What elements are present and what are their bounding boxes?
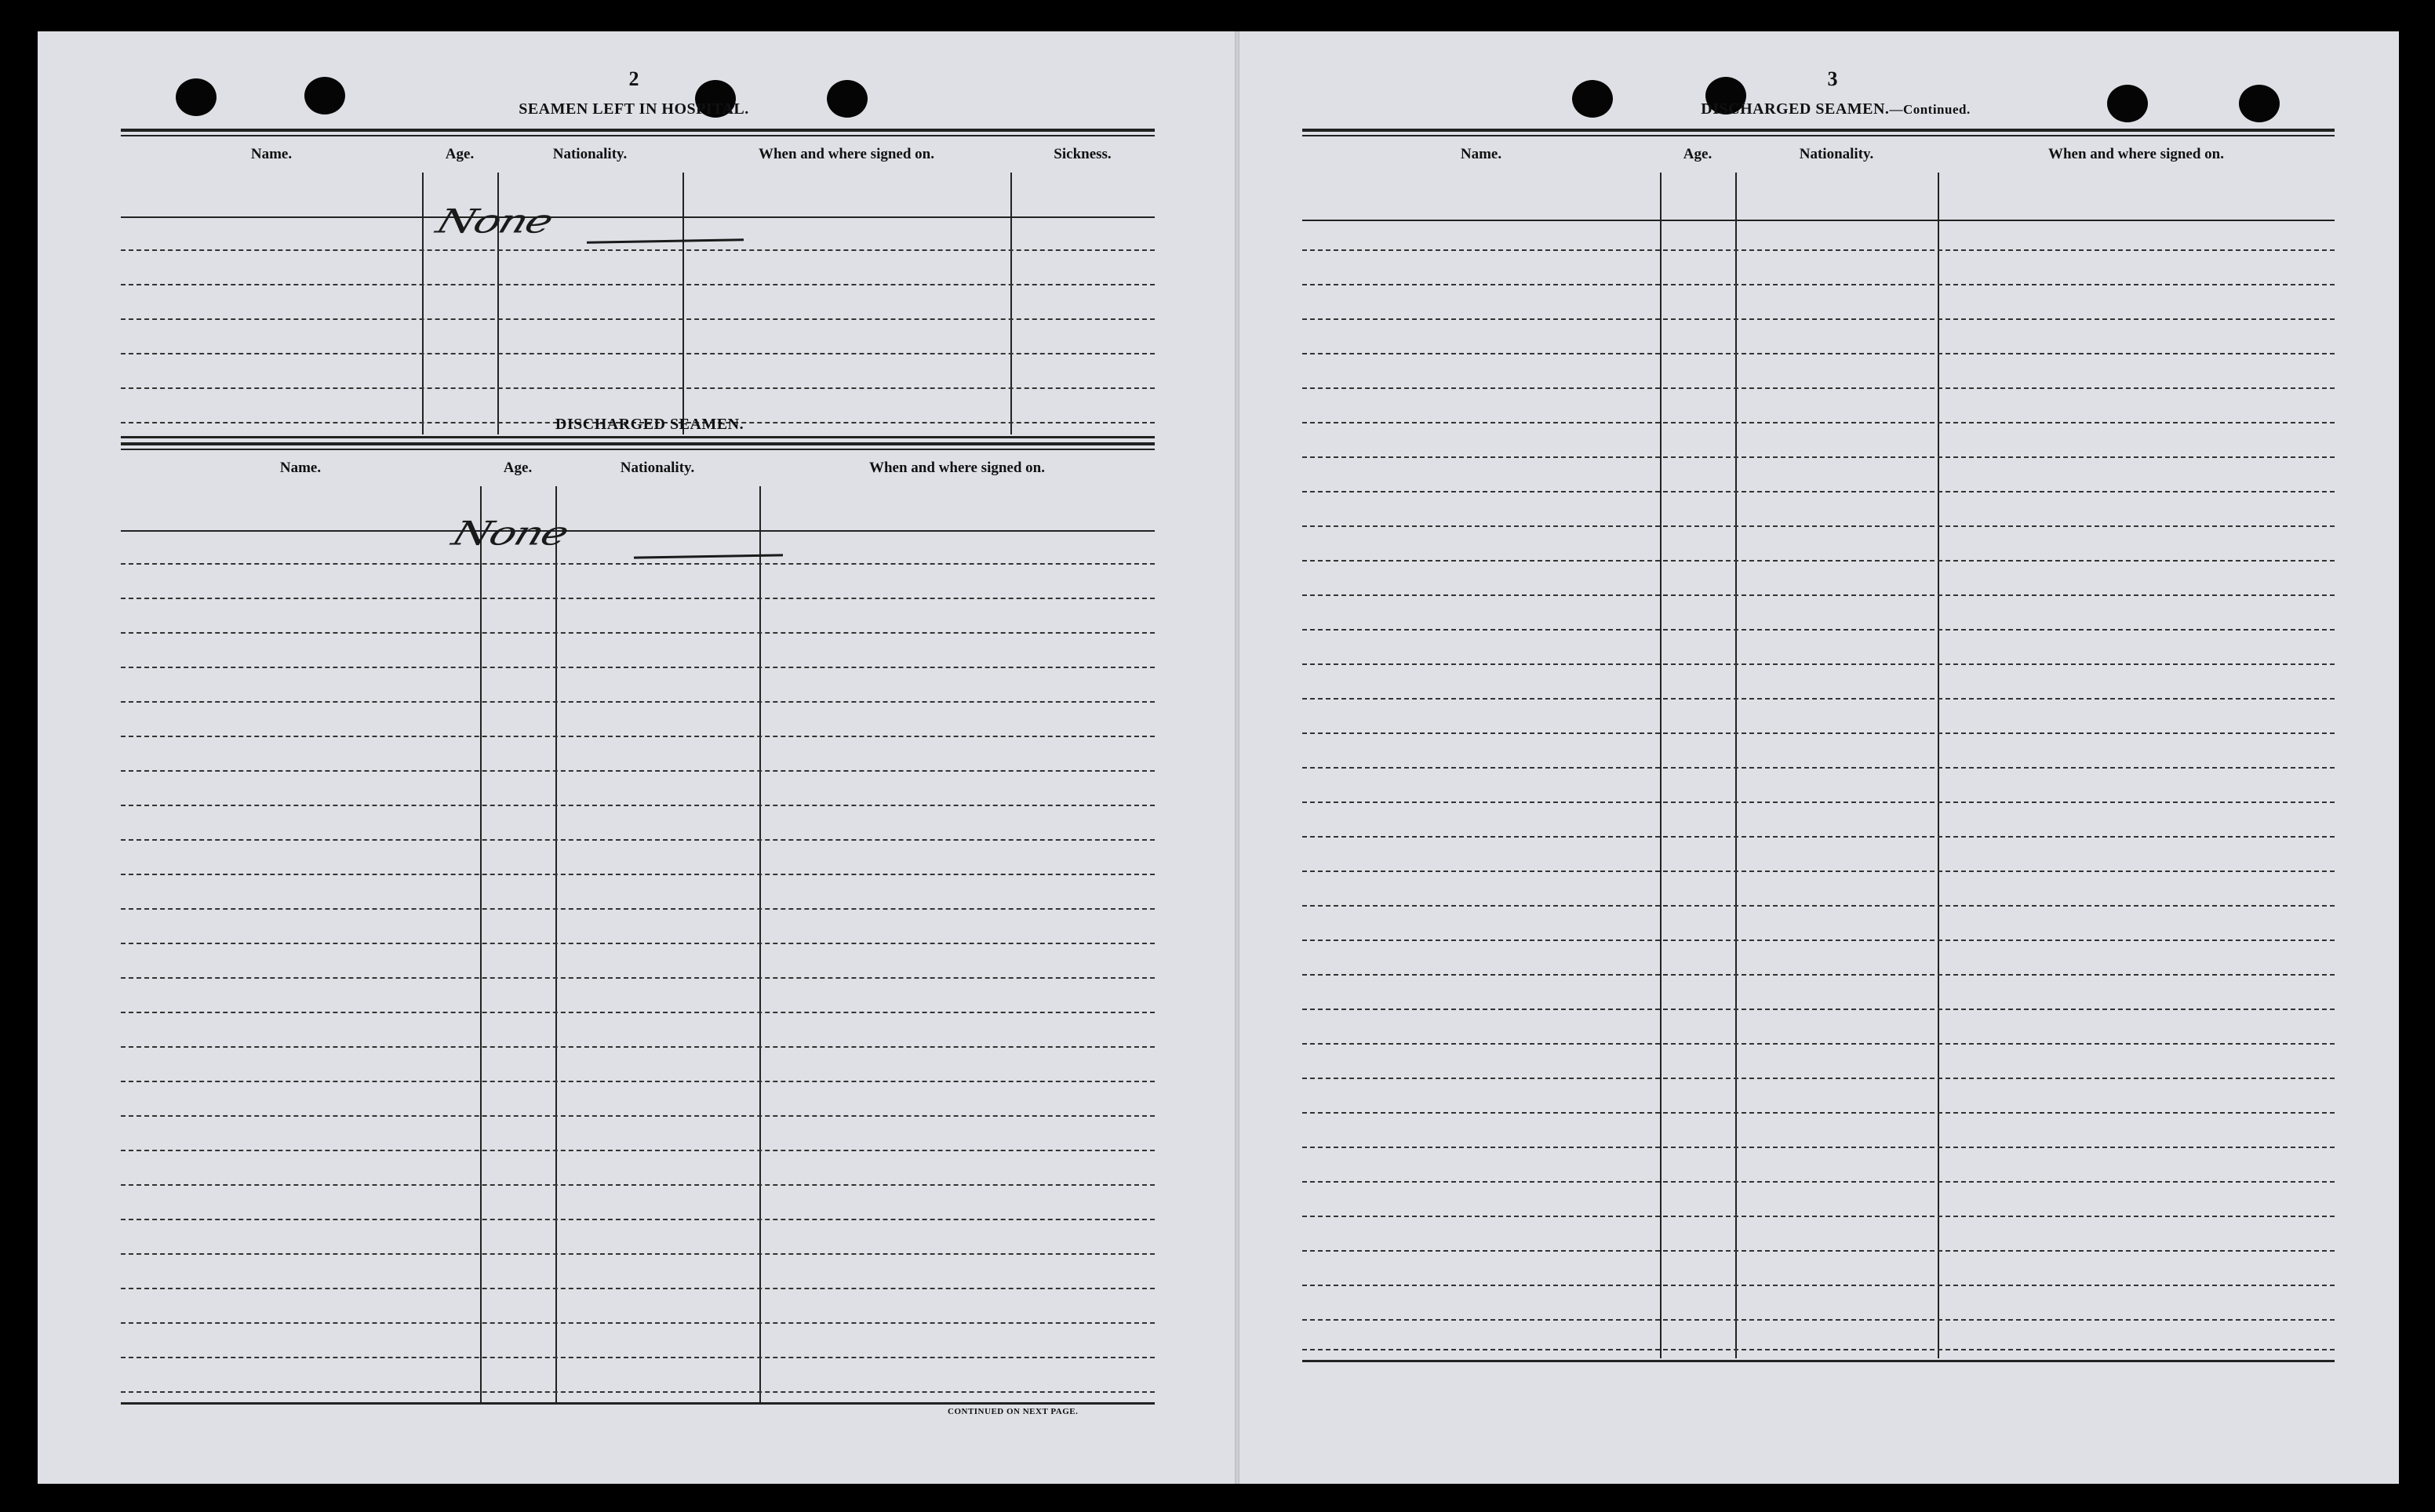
left-page xyxy=(38,31,1235,1484)
continued-footer: CONTINUED ON NEXT PAGE. xyxy=(948,1407,1079,1416)
title-main: DISCHARGED SEAMEN. xyxy=(1701,100,1890,118)
handwritten-none-discharged: None xyxy=(447,514,573,553)
discharged-continued-title xyxy=(1553,100,2118,118)
page-number: 2 xyxy=(628,67,639,90)
punch-hole xyxy=(2239,85,2280,122)
column-header-name: Name. xyxy=(250,146,293,162)
right-page xyxy=(1239,31,2399,1484)
punch-hole xyxy=(176,78,217,116)
hospital-table xyxy=(121,129,1155,436)
hospital-section-title: SEAMEN LEFT IN HOSPITAL. xyxy=(519,100,749,118)
column-header-nationality: Nationality. xyxy=(1799,146,1874,162)
title-suffix: —Continued. xyxy=(1889,102,1971,117)
page-number: 3 xyxy=(1827,67,1838,90)
column-header-signed-on: When and where signed on. xyxy=(758,146,934,162)
discharged-continued-table xyxy=(1302,129,2335,1368)
column-header-age: Age. xyxy=(1683,146,1713,162)
discharged-table xyxy=(121,442,1155,1404)
column-header-sickness: Sickness. xyxy=(1054,146,1112,162)
punch-hole xyxy=(304,77,345,114)
column-header-name: Name. xyxy=(1460,146,1502,162)
column-header-age: Age. xyxy=(445,146,475,162)
discharged-section-title: DISCHARGED SEAMEN. xyxy=(555,416,744,433)
column-header-signed-on: When and where signed on. xyxy=(868,460,1045,476)
column-header-nationality: Nationality. xyxy=(620,460,695,476)
column-header-age: Age. xyxy=(503,460,533,476)
column-header-name: Name. xyxy=(279,460,322,476)
column-header-nationality: Nationality. xyxy=(552,146,628,162)
handwritten-none-hospital: None xyxy=(431,202,557,241)
column-header-signed-on: When and where signed on. xyxy=(2047,146,2224,162)
